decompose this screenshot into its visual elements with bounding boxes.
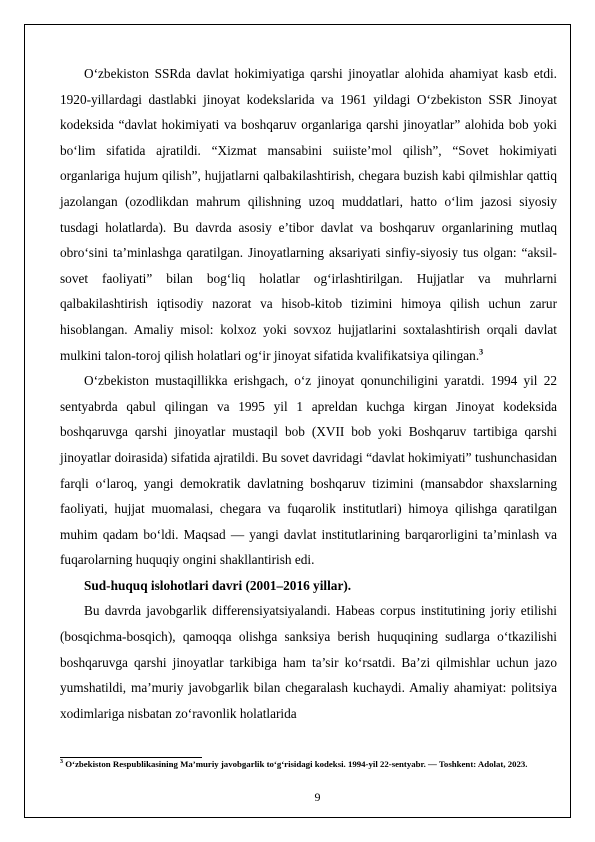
footnote [60, 759, 557, 770]
paragraph-text: Bu davrda javobgarlik differensiyatsiyalandi. Habeas corpus institutining joriy etilishi (bosqichma-bosqich), qamoqqa olishga sanksiya berish huquqining sudlarga o‘tkazilishi boshqaruvga qarshi jinoyatlar tarkibiga ham ta’sir ko‘rsatdi. Ba’zi qilmishlar uchun jazo yumshatildi, ma’muriy javobgarlik bilan chegaralash kuchaydi. Amaliy ahamiyat: politsiya xodimlariga nisbatan zo‘ravonlik holatlarida [60, 603, 557, 721]
paragraph-soviet-period [60, 61, 557, 368]
paragraph-reform-period [60, 598, 557, 726]
document-body [60, 61, 557, 726]
section-heading: Sud-huquq islohotlari davri (2001–2016 yillar). [84, 577, 352, 593]
paragraph-text: O‘zbekiston SSRda davlat hokimiyatiga qarshi jinoyatlar alohida ahamiyat kasb etdi. 1920-yillardagi dastlabki jinoyat kodekslarida va 1961 yildagi O‘zbekiston SSR Jinoyat kodeksida “davlat hokimiyati va boshqaruv organlariga qarshi jinoyatlar” alohida bob yoki bo‘lim sifatida ajratildi. “Xizmat mansabini suiiste’mol qilish”, “Sovet hokimiyati organlariga hujum qilish”, hujjatlarni qalbakilashtirish, chegara buzish kabi qilmishlar qattiq jazolangan (ozodlikdan mahrum qilishning uzoq muddatlari, hatto o‘lim jazosi siyosiy tusdagi holatlarda). Bu davrda asosiy e’tibor davlat va boshqaruv organlarining mutlaq obro‘sini ta’minlashga qaratilgan. Jinoyatlarning aksariyati sinfiy-siyosiy tus olgan: “aksil-sovet faoliyati” bilan bog‘liq holatlar og‘irlashtirilgan. Hujjatlar va muhrlarni qalbakilashtirish iqtisodiy nazorat va hisob-kitob tizimini himoya qilish uchun zarur hisoblangan. Amaliy misol: kolxoz yoki sovxoz hujjatlarini soxtalashtirish orqali davlat mulkini talon-toroj qilish holatlari og‘ir jinoyat sifatida kvalifikatsiya qilingan. [60, 66, 557, 363]
footnote-text: O‘zbekiston Respublikasining Ma’muriy javobgarlik to‘g‘risidagi kodeksi. 1994-yil 22-sentyabr. — Toshkent: Adolat, 2023. [63, 759, 528, 769]
page-number: 9 [314, 790, 321, 804]
footnote-separator [60, 757, 202, 758]
paragraph-text: O‘zbekiston mustaqillikka erishgach, o‘z jinoyat qonunchiligini yaratdi. 1994 yil 22 sentyabrda qabul qilingan va 1995 yil 1 apreldan kuchga kirgan Jinoyat kodeksida boshqaruvga qarshi jinoyatlar mustaqil bob (XVII bob yoki Boshqaruv tartibiga qarshi jinoyatlar doirasida) sifatida ajratildi. Bu sovet davridagi “davlat hokimiyati” tushunchasidan farqli o‘laroq, yangi demokratik davlatning boshqaruv tizimini (mansabdor shaxslarning faoliyati, hujjat muomalasi, chegara va fuqarolik institutlari) himoya qilishga qaratilgan muhim qadam bo‘ldi. Maqsad — yangi davlat institutlarining barqarorligini ta’minlash va fuqarolarning huquqiy ongini shakllantirish edi. [60, 373, 557, 568]
footnote-reference: 3 [479, 347, 484, 357]
footnote-number: 3 [60, 759, 63, 766]
paragraph-independence-period [60, 368, 557, 573]
